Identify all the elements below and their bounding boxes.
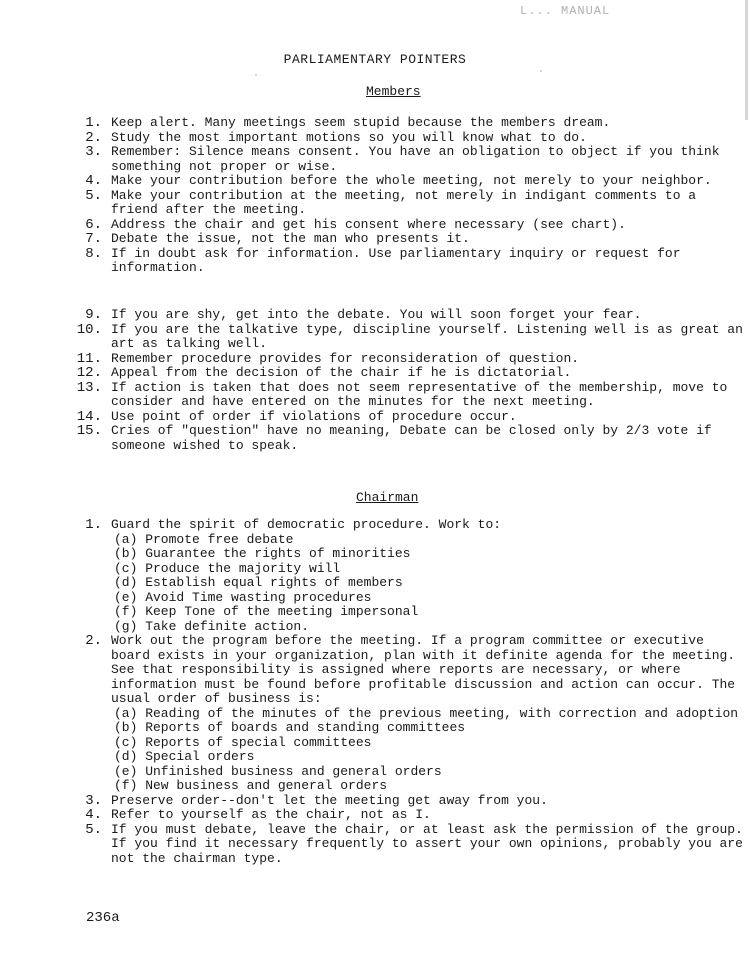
members-heading: Members — [366, 84, 421, 99]
list-item: 2. Study the most important motions so you will know what to do. — [85, 129, 587, 146]
list-item: 11. Remember procedure provides for reconsideration of question. — [76, 350, 580, 367]
list-item: 3. Remember: Silence means consent. You have an obligation to object if you think something not proper or wise. — [85, 144, 720, 174]
speck — [255, 74, 257, 76]
page-title: PARLIAMENTARY POINTERS — [283, 52, 467, 67]
sub-item: (g) Take definite action. — [114, 618, 310, 634]
speck — [540, 70, 542, 72]
list-item: 4. Refer to yourself as the chair, not as I. — [85, 807, 431, 823]
edge-mark — [745, 0, 748, 120]
sub-item: (b) Guarantee the rights of minorities — [114, 546, 411, 561]
members-list-a — [0, 116, 750, 276]
sub-item: (b) Reports of boards and standing committees — [114, 720, 466, 735]
sub-item: (d) Special orders — [114, 749, 255, 764]
list-item: 12. Appeal from the decision of the chair if he is dictatorial. — [76, 365, 572, 381]
list-item: 15. Cries of "question" have no meaning, Debate can be closed only by 2/3 vote if someone wished to speak. — [76, 423, 712, 453]
list-item: 13. If action is taken that does not seem representative of the membership, move to consider and have entered on the minutes for the next meeting. — [76, 379, 728, 409]
sub-item: (e) Unfinished business and general orders — [114, 763, 442, 779]
sub-item: (a) Reading of the minutes of the previous meeting, with correction and adoption — [114, 705, 739, 721]
chairman-list — [0, 518, 750, 866]
list-item: 6. Address the chair and get his consent where necessary (see chart). — [85, 216, 626, 233]
list-item: 10. If you are the talkative type, discipline yourself. Listening well is as great an art as talking well. — [76, 321, 743, 351]
sub-item: (c) Reports of special committees — [114, 734, 372, 750]
sub-item: (f) New business and general orders — [114, 778, 388, 793]
list-item: 7. Debate the issue, not the man who presents it. — [85, 231, 470, 247]
chairman-heading: Chairman — [356, 490, 419, 505]
page-number: 236a — [86, 910, 120, 926]
sub-item: (a) Promote free debate — [114, 531, 294, 547]
sub-item: (c) Produce the majority will — [114, 560, 341, 576]
list-item: 14. Use point of order if violations of procedure occur. — [76, 408, 517, 425]
list-item: 4. Make your contribution before the whole meeting, not merely to your neighbor. — [85, 173, 712, 189]
list-item: 3. Preserve order--don't let the meeting get away from you. — [85, 792, 548, 809]
list-item: 1. Guard the spirit of democratic procedure. Work to: — [85, 517, 502, 533]
list-item: 1. Keep alert. Many meetings seem stupid because the members dream. — [85, 115, 611, 131]
members-list-b — [0, 308, 750, 453]
list-item: 5. If you must debate, leave the chair, or at least ask the permission of the group. If you find it necessary frequently to assert your own opinions, probably you are not the chairman type. — [85, 821, 743, 866]
sub-item: (f) Keep Tone of the meeting impersonal — [114, 604, 419, 619]
faded-stamp: L... MANUAL — [520, 4, 611, 18]
list-item: 8. If in doubt ask for information. Use parliamentary inquiry or request for information. — [85, 245, 681, 275]
sub-item: (d) Establish equal rights of members — [114, 575, 403, 590]
list-item: 5. Make your contribution at the meeting, not merely in indigant comments to a friend after the meeting. — [85, 187, 697, 217]
list-item: 2. Work out the program before the meeting. If a program committee or executive board exists in your organization, plan with it definite agenda for the meeting. See that responsibility is assigned where reports are necessary, or where information must be found before profitable discussion and action can occur. The usual order of business is: — [85, 633, 736, 706]
list-item: 9. If you are shy, get into the debate. You will soon forget your fear. — [85, 307, 642, 323]
sub-item: (e) Avoid Time wasting procedures — [114, 589, 372, 605]
